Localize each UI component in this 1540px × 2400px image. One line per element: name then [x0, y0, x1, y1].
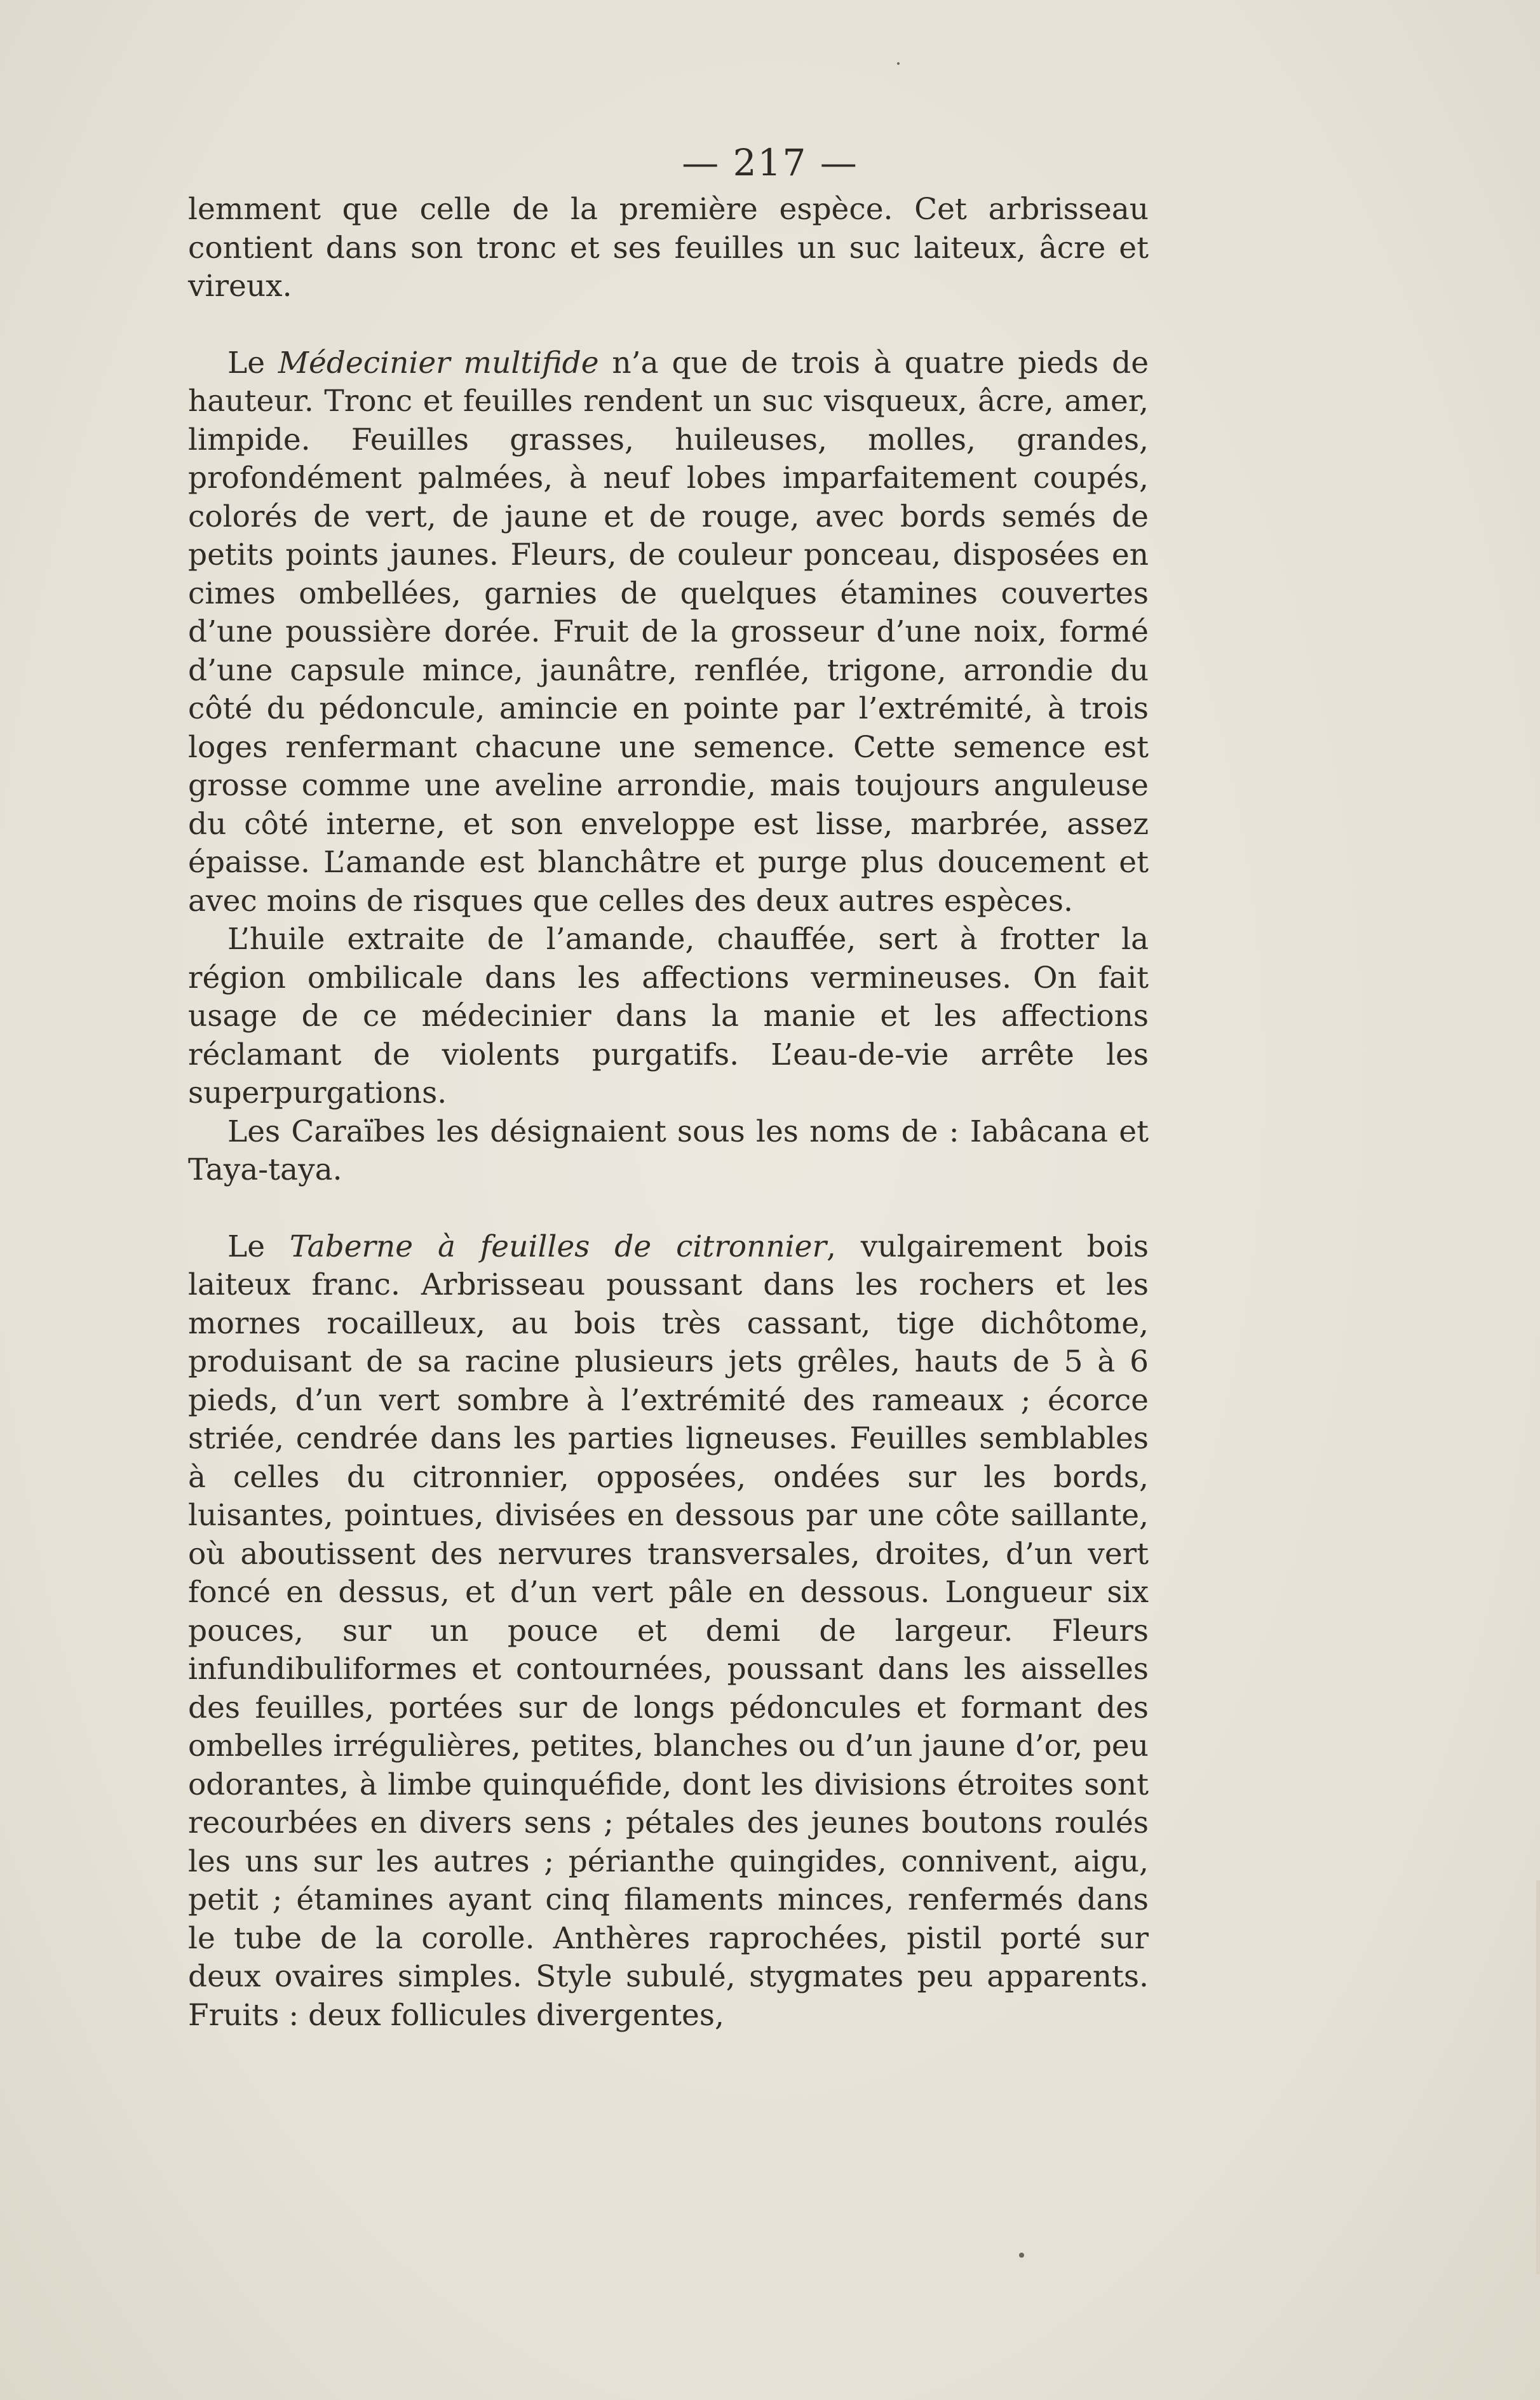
ink-speck: [897, 62, 900, 65]
paragraph: [188, 191, 1149, 306]
page-body: [188, 191, 1149, 2035]
page-edge-shadow: [1536, 1880, 1540, 2274]
text-run: Les Caraïbes les désignaient sous les noms de : Iabâcana et Taya-taya.: [188, 1114, 1149, 1187]
text-run: Le: [227, 345, 278, 381]
italic-term: Médecinier multifide: [278, 345, 599, 381]
paragraph: [188, 1228, 1149, 2035]
paragraph-gap: [188, 306, 1149, 344]
paragraph: [188, 1113, 1149, 1190]
ink-speck: [1019, 2253, 1024, 2258]
text-run: n’a que de trois à quatre pieds de hauteur. Tronc et feuilles rendent un suc visqueux, âcre, amer, limpide. Feuilles grasses, huileuses, molles, grandes, profondément palmées, à neuf lobes imparfaitement coupés, colorés de vert, de jaune et de rouge, avec bords semés de petits points jaunes. Fleurs, de couleur ponceau, disposées en cimes ombellées, garnies de quelques étamines couvertes d’une poussière dorée. Fruit de la grosseur d’une noix, formé d’une capsule mince, jaunâtre, renflée, trigone, arrondie du côté du pédoncule, amincie en pointe par l’extrémité, à trois loges renfermant chacune une semence. Cette semence est grosse comme une aveline arrondie, mais toujours anguleuse du côté interne, et son enveloppe est lisse, marbrée, assez épaisse. L’amande est blanchâtre et purge plus doucement et avec moins de risques que celles des deux autres espèces.: [188, 345, 1149, 919]
text-run: Le: [227, 1229, 290, 1264]
text-run: lemment que celle de la première espèce. Cet arbrisseau contient dans son tronc et ses feuilles un suc laiteux, âcre et vireux.: [188, 192, 1149, 304]
paragraph: [188, 920, 1149, 1113]
paragraph-gap: [188, 1190, 1149, 1228]
paragraph: [188, 344, 1149, 921]
italic-term: Taberne à feuilles de citronnier: [289, 1229, 827, 1264]
text-run: L’huile extraite de l’amande, chauffée, sert à frotter la région ombilicale dans les affections vermineuses. On fait usage de ce médecinier dans la manie et les affections réclamant de violents purgatifs. L’eau-de-vie arrête les superpurgations.: [188, 922, 1149, 1110]
text-run: , vulgairement bois laiteux franc. Arbrisseau poussant dans les rochers et les mornes rocailleux, au bois très cassant, tige dichôtome, produisant de sa racine plusieurs jets grêles, hauts de 5 à 6 pieds, d’un vert sombre à l’extrémité des rameaux ; écorce striée, cendrée dans les parties ligneuses. Feuilles semblables à celles du citronnier, opposées, ondées sur les bords, luisantes, pointues, divisées en dessous par une côte saillante, où aboutissent des nervures transversales, droites, d’un vert foncé en dessus, et d’un vert pâle en dessous. Longueur six pouces, sur un pouce et demi de largeur. Fleurs infundibuliformes et contournées, poussant dans les aisselles des feuilles, portées sur de longs pédoncules et formant des ombelles irrégulières, petites, blanches ou d’un jaune d’or, peu odorantes, à limbe quinquéfide, dont les divisions étroites sont recourbées en divers sens ; pétales des jeunes boutons roulés les uns sur les autres ; périanthe quingides, connivent, aigu, petit ; étamines ayant cinq filaments minces, renfermés dans le tube de la corolle. Anthères raprochées, pistil porté sur deux ovaires simples. Style subulé, stygmates peu apparents. Fruits : deux follicules divergentes,: [188, 1229, 1149, 2033]
page-number: — 217 —: [682, 141, 858, 184]
